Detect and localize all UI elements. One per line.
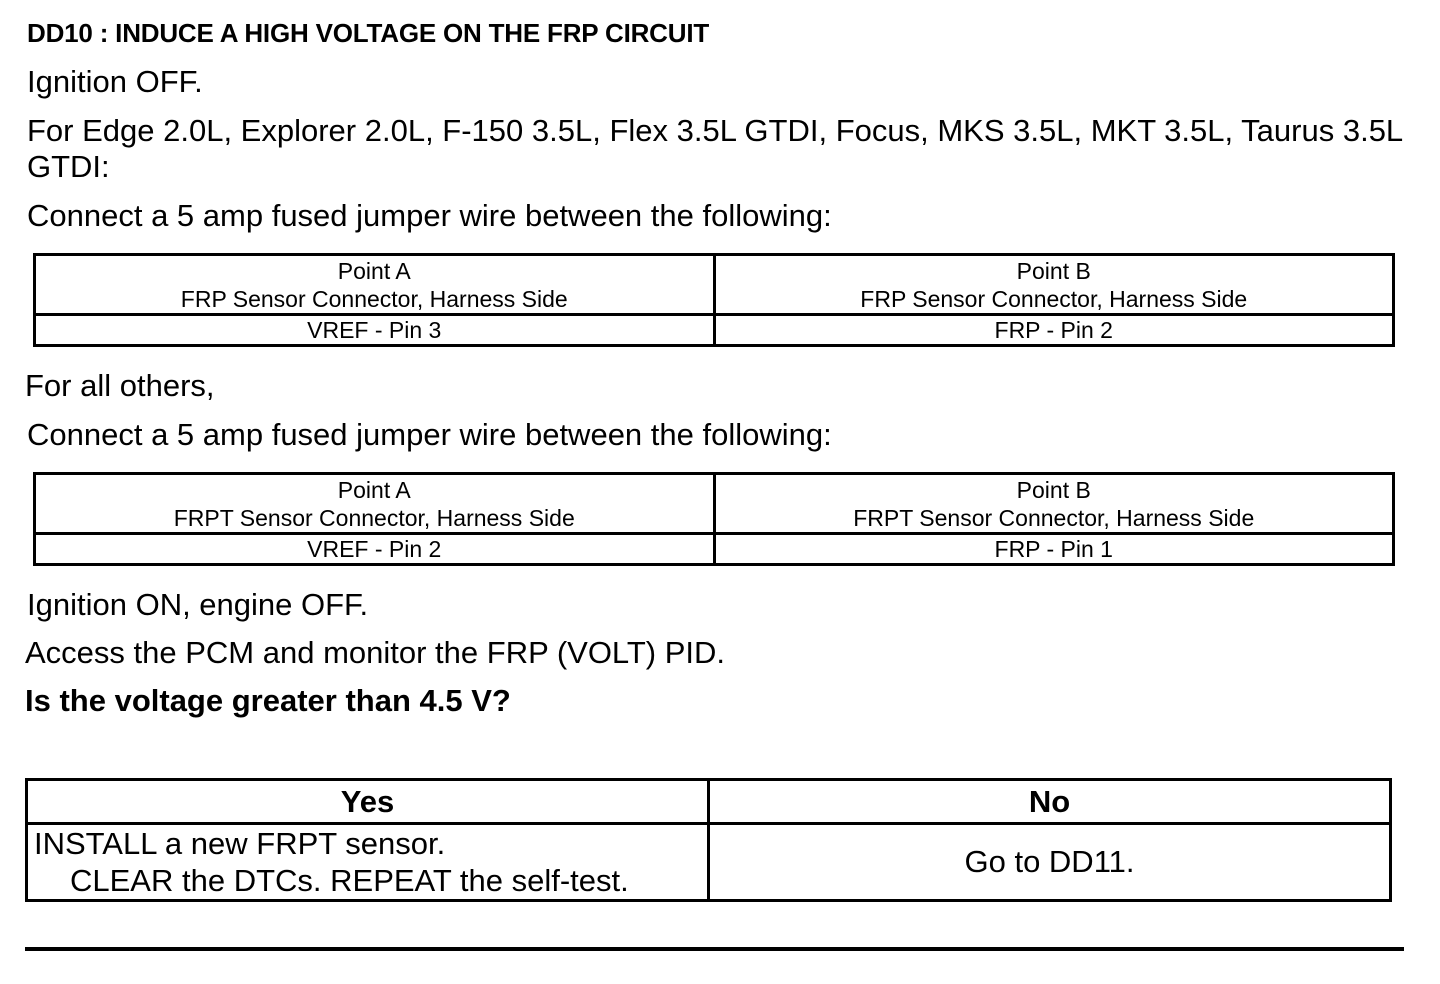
connection-table-frp [33,253,1395,347]
point-b-title: Point B [1016,476,1091,503]
bottom-divider [25,947,1404,951]
point-b-header [714,474,1394,534]
page-title: DD10 : INDUCE A HIGH VOLTAGE ON THE FRP CIRCUIT [27,18,710,48]
table-header-row [35,255,1394,315]
table-row [35,534,1394,565]
step-ignition-off: Ignition OFF. [27,64,203,99]
connection-table-frpt [33,472,1395,566]
step-for-all-others: For all others, [25,368,215,403]
point-b-title: Point B [1016,257,1091,284]
point-b-description: FRPT Sensor Connector, Harness Side [853,504,1255,531]
step-connect-jumper-2: Connect a 5 amp fused jumper wire between the following: [27,417,832,452]
step-models-intro: For Edge 2.0L, Explorer 2.0L, F-150 3.5L, Flex 3.5L GTDI, Focus, MKS 3.5L, MKT 3.5L, Taurus 3.5L GTDI: [27,113,1403,184]
result-header-row [27,780,1391,824]
no-action: Go to DD11. [709,824,1391,901]
table-header-row [35,474,1394,534]
point-a-description: FRPT Sensor Connector, Harness Side [173,504,575,531]
point-b-value: FRP - Pin 2 [714,315,1394,346]
point-a-title: Point A [337,476,411,503]
yes-action [27,824,709,901]
point-a-value: VREF - Pin 2 [35,534,715,565]
step-access-pcm: Access the PCM and monitor the FRP (VOLT) PID. [25,635,726,670]
step-ignition-on: Ignition ON, engine OFF. [27,587,369,622]
yes-action-line-2: CLEAR the DTCs. REPEAT the self-test. [70,863,629,898]
point-b-value: FRP - Pin 1 [714,534,1394,565]
test-question: Is the voltage greater than 4.5 V? [25,683,511,718]
step-connect-jumper-1: Connect a 5 amp fused jumper wire between the following: [27,198,832,233]
point-b-description: FRP Sensor Connector, Harness Side [860,285,1248,312]
point-a-header [35,474,715,534]
point-a-title: Point A [337,257,411,284]
result-row [27,824,1391,901]
point-b-header [714,255,1394,315]
yes-header: Yes [27,780,709,824]
no-header: No [709,780,1391,824]
result-table [25,778,1392,902]
yes-action-line-1: INSTALL a new FRPT sensor. [34,826,446,861]
table-row [35,315,1394,346]
point-a-value: VREF - Pin 3 [35,315,715,346]
point-a-header [35,255,715,315]
point-a-description: FRP Sensor Connector, Harness Side [180,285,568,312]
